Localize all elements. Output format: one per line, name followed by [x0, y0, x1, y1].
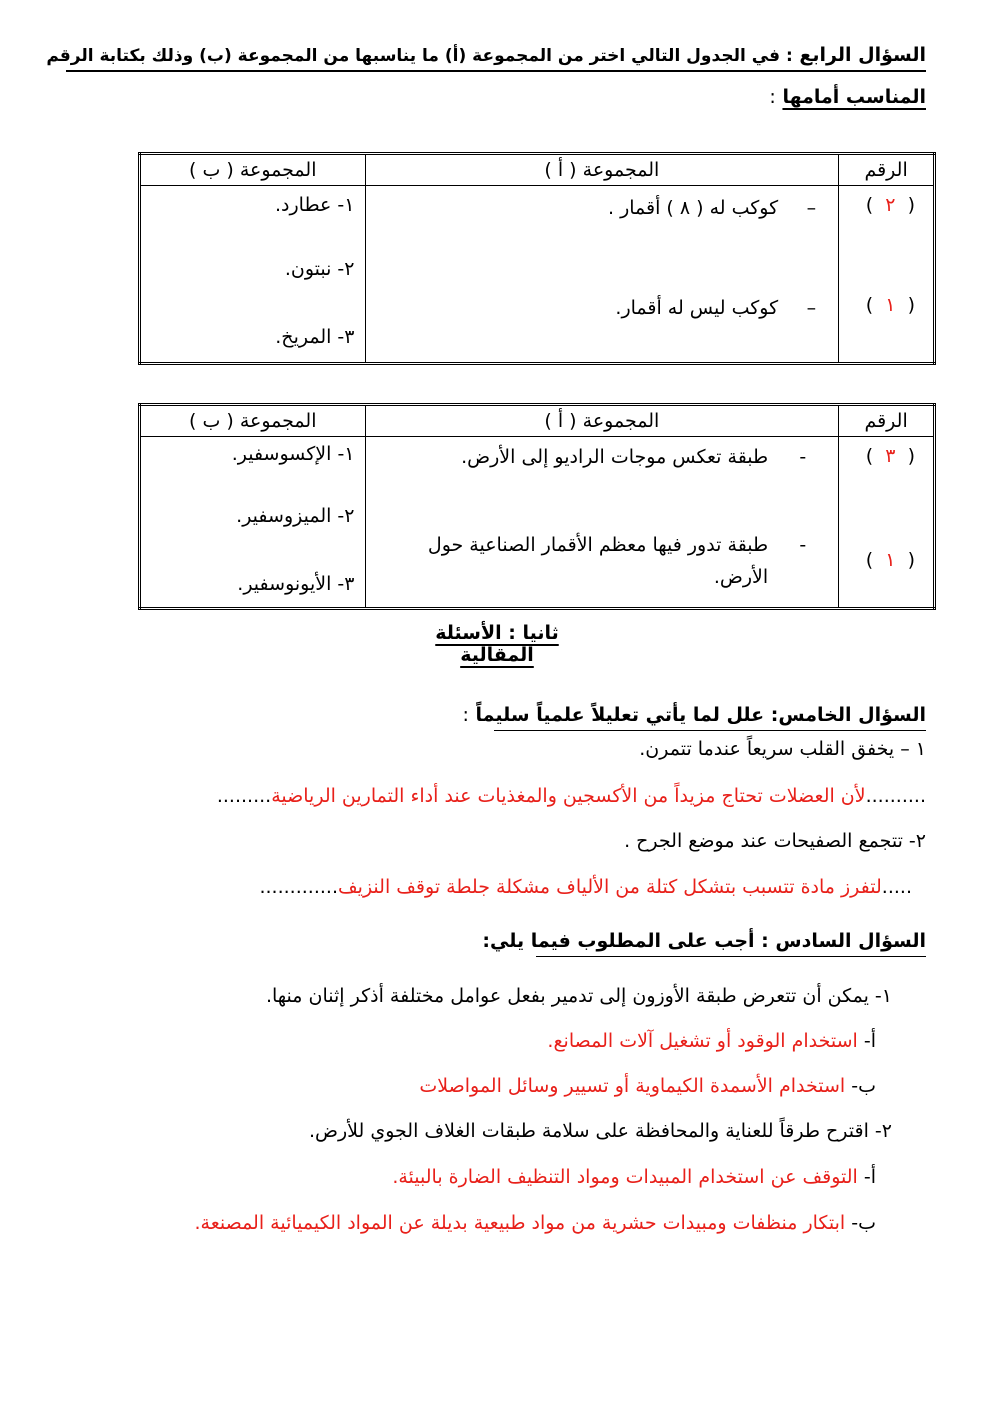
answer-text: لتفرز مادة تتسبب بتشكل كتلة من الألياف مشكلة جلطة توقف النزيف: [337, 876, 882, 898]
answer-text: لأن العضلات تحتاج مزيداً من الأكسجين والمغذيات عند أداء التمارين الرياضية: [271, 785, 866, 807]
group-a-item: – كوكب ليس له أقمار.: [615, 297, 817, 319]
answer-text: استخدام الأسمدة الكيماوية أو تسيير وسائل المواصلات: [419, 1075, 846, 1097]
q5-answer-1: [136, 785, 926, 807]
q4-heading: [46, 44, 926, 72]
group-b-item: ٢- الميزوسفير.: [236, 505, 355, 527]
header-group-b: المجموعة ( ب ): [140, 405, 366, 437]
answer-letter: أ-: [863, 1166, 876, 1188]
table-body-row: [140, 437, 935, 609]
dots: ..........: [865, 785, 926, 807]
answer-slot: ( ٣ ): [865, 445, 915, 467]
q5-question-2: ٢- تتجمع الصفيحات عند موضع الجرح .: [624, 830, 926, 852]
section2-title: [412, 622, 582, 666]
answer-letter: أ-: [863, 1030, 876, 1052]
q6-heading-text: : أجب على المطلوب فيما يلي:: [482, 930, 769, 952]
q5-heading-text: علل لما يأتي تعليلاً علمياً سليماً: [475, 704, 765, 726]
q4-heading-line2-suffix: :: [769, 86, 776, 108]
q6-heading-label: السؤال السادس: [775, 930, 926, 952]
answer-text: ابتكار منظفات ومبيدات حشرية من مواد طبيعية بديلة عن المواد الكيميائية المصنعة.: [194, 1212, 846, 1234]
header-group-b: المجموعة ( ب ): [140, 154, 366, 186]
q6-answer-2b: [194, 1212, 876, 1234]
q4-heading-text: : في الجدول التالي اختر من المجموعة (أ) ما يناسبها من المجموعة (ب) وذلك بكتابة الرقم: [46, 46, 793, 66]
q6-question-1: ١- يمكن أن تتعرض طبقة الأوزون إلى تدمير بفعل عوامل مختلفة أذكر إثنان منها.: [265, 985, 892, 1007]
header-num: الرقم: [839, 154, 935, 186]
dots: .............: [259, 876, 338, 898]
group-a-item: - طبقة تدور فيها معظم الأقمار الصناعية حول الأرض.: [427, 534, 807, 588]
q5-heading-label: السؤال الخامس:: [770, 704, 926, 726]
q6-answer-1b: [419, 1075, 876, 1097]
matching-table-2: [138, 403, 936, 610]
group-b-item: ١- الإكسوسفير.: [231, 443, 355, 465]
q6-heading: [482, 930, 926, 957]
answer-slot: ( ٢ ): [865, 194, 915, 216]
header-group-a: المجموعة ( أ ): [365, 154, 839, 186]
group-b-item: ٢- نبتون.: [284, 258, 355, 280]
header-group-a: المجموعة ( أ ): [365, 405, 839, 437]
group-a-item: – كوكب له ( ٨ ) أقمار .: [607, 197, 817, 219]
q6-question-2: ٢- اقترح طرقاً للعناية والمحافظة على سلامة طبقات الغلاف الجوي للأرض.: [309, 1120, 892, 1142]
section2-title-text: ثانيا : الأسئلة المقالية: [435, 622, 559, 666]
table-header-row: [140, 405, 935, 437]
answer-text: التوقف عن استخدام المبيدات ومواد التنظيف الضارة بالبيئة.: [392, 1166, 858, 1188]
group-b-item: ٣- الأيونوسفير.: [237, 573, 355, 595]
q5-question-1: ١ – يخفق القلب سريعاً عندما تتمرن.: [639, 738, 926, 760]
matching-table-1: [138, 152, 936, 365]
q6-answer-2a: [392, 1166, 876, 1188]
answer-letter: ب-: [851, 1212, 876, 1234]
group-b-item: ٣- المريخ.: [275, 326, 355, 348]
q4-heading-line2: [769, 86, 926, 108]
q5-heading: [462, 704, 926, 731]
answer-slot: ( ١ ): [865, 549, 915, 571]
dots: .....: [881, 876, 912, 898]
answer-slot: ( ١ ): [865, 294, 915, 316]
header-num: الرقم: [839, 405, 935, 437]
q4-heading-line2-text: المناسب أمامها: [782, 86, 926, 108]
q5-answer-2: [259, 876, 912, 898]
q5-heading-suffix: :: [462, 704, 469, 726]
dots: .........: [216, 785, 272, 807]
answer-text: استخدام الوقود أو تشغيل آلات المصانع.: [547, 1030, 858, 1052]
answer-letter: ب-: [851, 1075, 876, 1097]
table-header-row: [140, 154, 935, 186]
q6-answer-1a: [547, 1030, 876, 1052]
table-body-row: [140, 186, 935, 364]
group-b-item: ١- عطارد.: [275, 194, 355, 216]
q4-heading-label: السؤال الرابع: [799, 44, 926, 66]
group-a-item: - طبقة تعكس موجات الراديو إلى الأرض.: [461, 446, 807, 468]
